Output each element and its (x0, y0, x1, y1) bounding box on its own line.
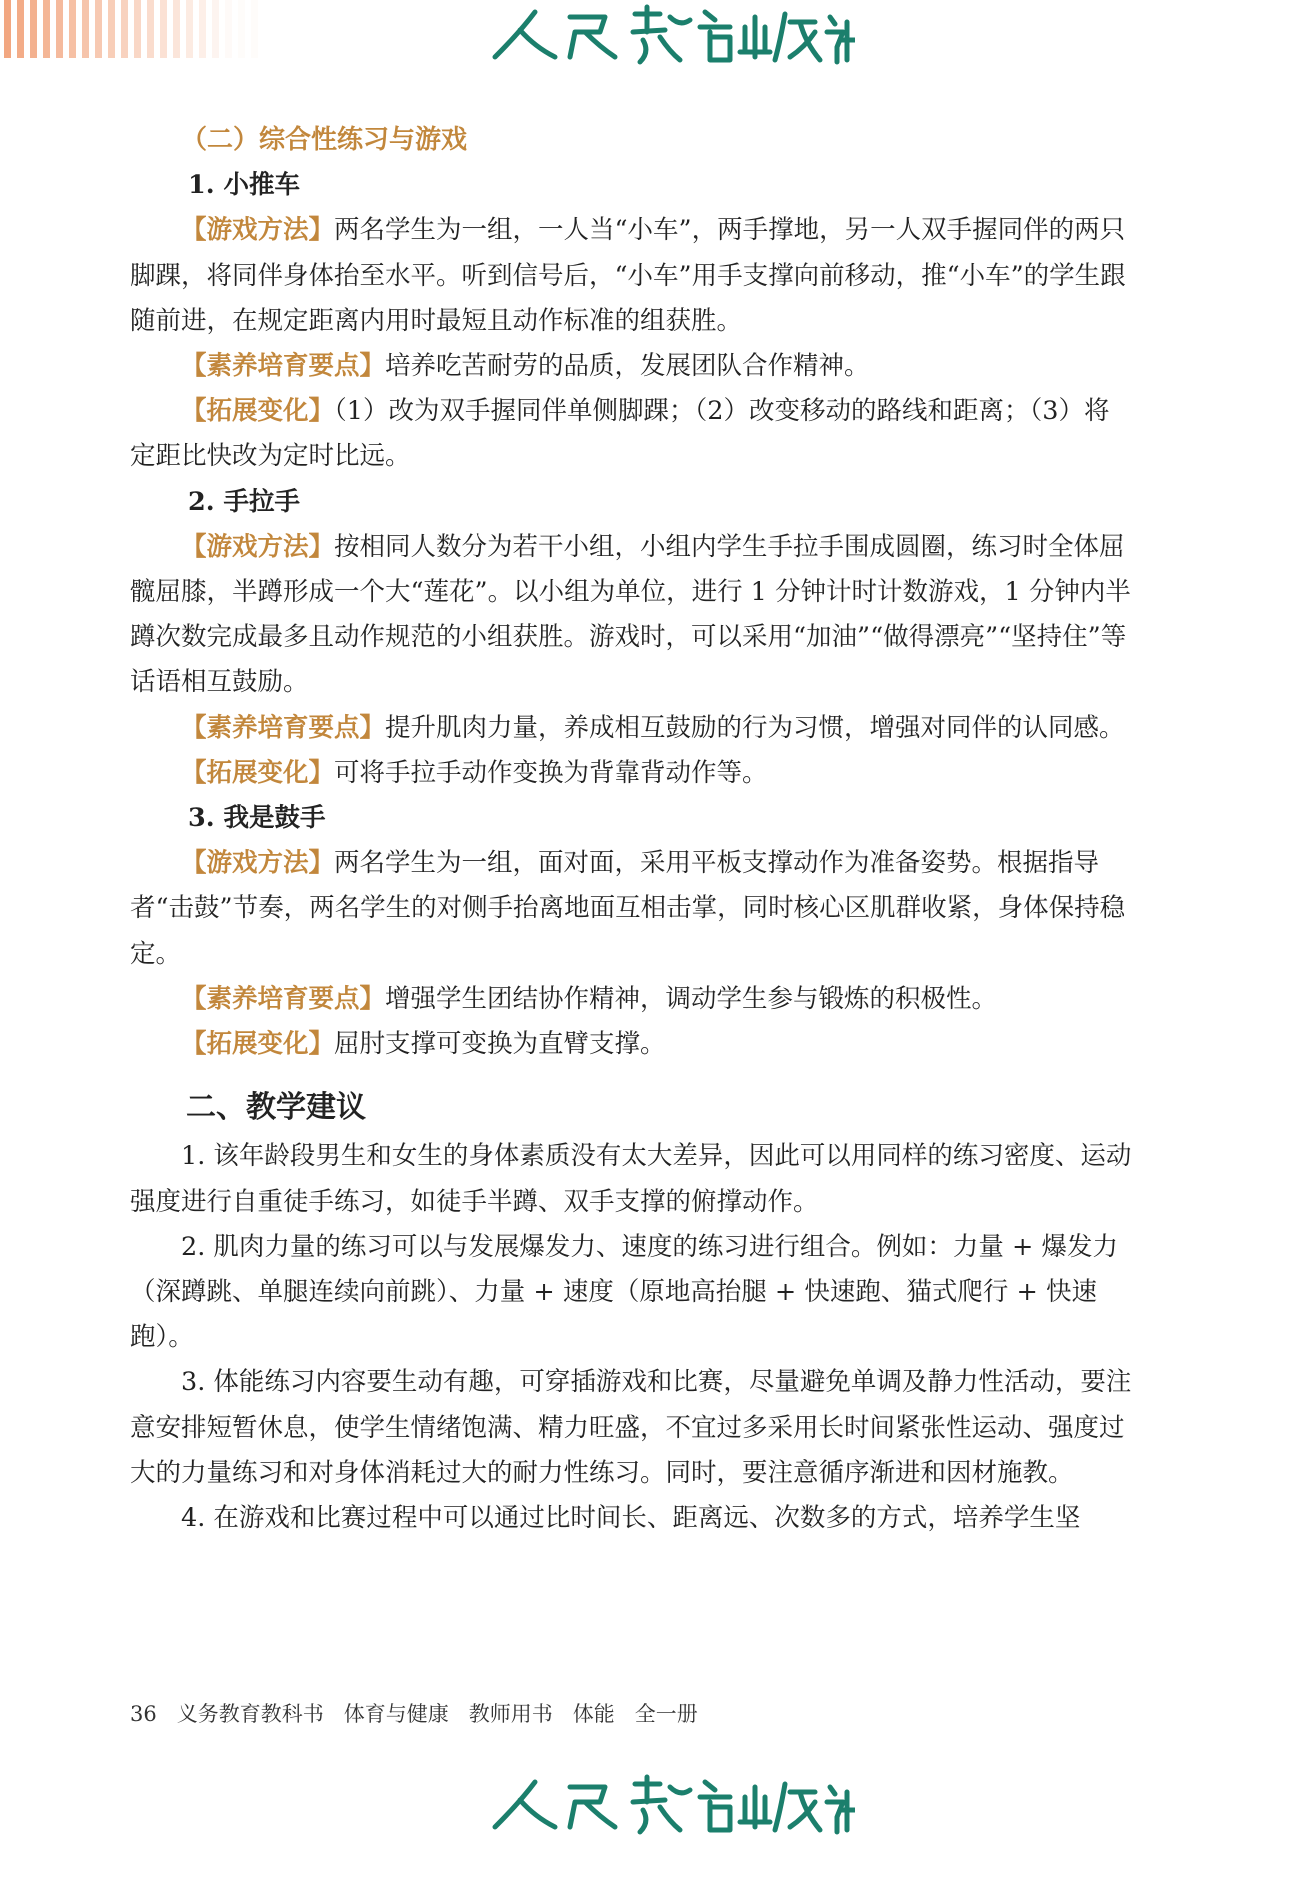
stripe (56, 0, 63, 58)
game-method-paragraph (130, 841, 1132, 977)
footer-volume: 全一册 (634, 1702, 698, 1726)
game-variation-paragraph (130, 1022, 1132, 1067)
game-method-paragraph (130, 208, 1132, 344)
variation-label: 【拓展变化】 (181, 1029, 335, 1060)
stripe (43, 0, 50, 58)
literacy-label: 【素养培育要点】 (181, 351, 386, 382)
section-title: （二）综合性练习与游戏 (181, 125, 468, 155)
publisher-logo-top (475, 2, 855, 72)
stripe (69, 0, 76, 58)
stripe (173, 0, 180, 58)
stripe (160, 0, 167, 58)
publisher-logo-calligraphy-icon (475, 1772, 855, 1842)
stripe (199, 0, 206, 58)
publisher-logo-bottom (475, 1772, 855, 1842)
footer-topic: 体能 (572, 1702, 615, 1726)
method-text: 两名学生为一组，一人当“小车”，两手撑地，另一人双手握同伴的两只脚踝，将同伴身体抬至水平。听到信号后，“小车”用手支撑向前移动，推“小车”的学生跟随前进，在规定距离内用时最短且动作标准的组获胜。 (130, 215, 1126, 336)
stripe (186, 0, 193, 58)
stripe (134, 0, 141, 58)
method-label: 【游戏方法】 (181, 531, 335, 562)
method-text: 两名学生为一组，面对面，采用平板支撑动作为准备姿势。根据指导者“击鼓”节奏，两名学生的对侧手抬离地面互相击掌，同时核心区肌群收紧，身体保持稳定。 (130, 848, 1126, 969)
page-number: 36 (130, 1702, 157, 1726)
stripe (251, 0, 258, 58)
variation-label: 【拓展变化】 (181, 396, 335, 427)
game-title: 1. 小推车 (188, 170, 300, 201)
game-method-paragraph (130, 525, 1132, 706)
suggestion-paragraph: 2. 肌肉力量的练习可以与发展爆发力、速度的练习进行组合。例如：力量 + 爆发力（深蹲跳、单腿连续向前跳）、力量 + 速度（原地高抬腿 + 快速跑、猫式爬行 + 快速跑）。 (130, 1231, 1119, 1353)
stripe (147, 0, 154, 58)
teaching-section-title: 二、教学建议 (186, 1090, 366, 1126)
stripe (4, 0, 11, 58)
stripe (238, 0, 245, 58)
game-variation-paragraph (130, 389, 1132, 479)
game-title: 3. 我是鼓手 (188, 803, 326, 834)
page-footer (130, 1698, 718, 1728)
variation-text: 可将手拉手动作变换为背靠背动作等。 (334, 757, 768, 788)
game-variation-paragraph (130, 751, 1132, 796)
method-label: 【游戏方法】 (181, 215, 335, 246)
page-content (130, 118, 1132, 1541)
method-label: 【游戏方法】 (181, 848, 335, 879)
literacy-text: 提升肌肉力量，养成相互鼓励的行为习惯，增强对同伴的认同感。 (385, 712, 1125, 743)
stripe (212, 0, 219, 58)
variation-text: 屈肘支撑可变换为直臂支撑。 (334, 1029, 666, 1060)
game-literacy-paragraph (130, 977, 1132, 1022)
stripe (225, 0, 232, 58)
literacy-label: 【素养培育要点】 (181, 983, 386, 1014)
footer-book: 义务教育教科书 (176, 1702, 324, 1726)
stripe (82, 0, 89, 58)
stripe (95, 0, 102, 58)
variation-label: 【拓展变化】 (181, 757, 335, 788)
variation-text: （1）改为双手握同伴单侧脚踝；（2）改变移动的路线和距离；（3）将定距比快改为定时比远。 (130, 396, 1110, 472)
suggestion-paragraph: 3. 体能练习内容要生动有趣，可穿插游戏和比赛，尽量避免单调及静力性活动，要注意安排短暂休息，使学生情绪饱满、精力旺盛，不宜过多采用长时间紧张性运动、强度过大的力量练习和对身体消耗过大的耐力性练习。同时，要注意循序渐进和因材施教。 (130, 1367, 1132, 1488)
game-title: 2. 手拉手 (188, 486, 300, 517)
method-text: 按相同人数分为若干小组，小组内学生手拉手围成圆圈，练习时全体屈髋屈膝，半蹲形成一个大“莲花”。以小组为单位，进行 1 分钟计时计数游戏，1 分钟内半蹲次数完成最多且动作规范的小组获胜。游戏时，可以采用“加油”“做得漂亮”“坚持住”等话语相互鼓励。 (130, 531, 1131, 698)
literacy-text: 增强学生团结协作精神，调动学生参与锻炼的积极性。 (385, 983, 998, 1014)
footer-type: 教师用书 (468, 1702, 553, 1726)
publisher-logo-calligraphy-icon (475, 2, 855, 72)
suggestion-paragraph: 4. 在游戏和比赛过程中可以通过比时间长、距离远、次数多的方式，培养学生坚 (181, 1503, 1081, 1534)
footer-subject: 体育与健康 (343, 1702, 449, 1726)
game-literacy-paragraph (130, 706, 1132, 751)
literacy-label: 【素养培育要点】 (181, 712, 386, 743)
decorative-stripes (0, 0, 270, 58)
stripe (121, 0, 128, 58)
stripe (108, 0, 115, 58)
stripe (17, 0, 24, 58)
literacy-text: 培养吃苦耐劳的品质，发展团队合作精神。 (385, 351, 870, 382)
stripe (30, 0, 37, 58)
suggestion-paragraph: 1. 该年龄段男生和女生的身体素质没有太大差异，因此可以用同样的练习密度、运动强度进行自重徒手练习，如徒手半蹲、双手支撑的俯撑动作。 (130, 1141, 1132, 1217)
game-literacy-paragraph (130, 344, 1132, 389)
